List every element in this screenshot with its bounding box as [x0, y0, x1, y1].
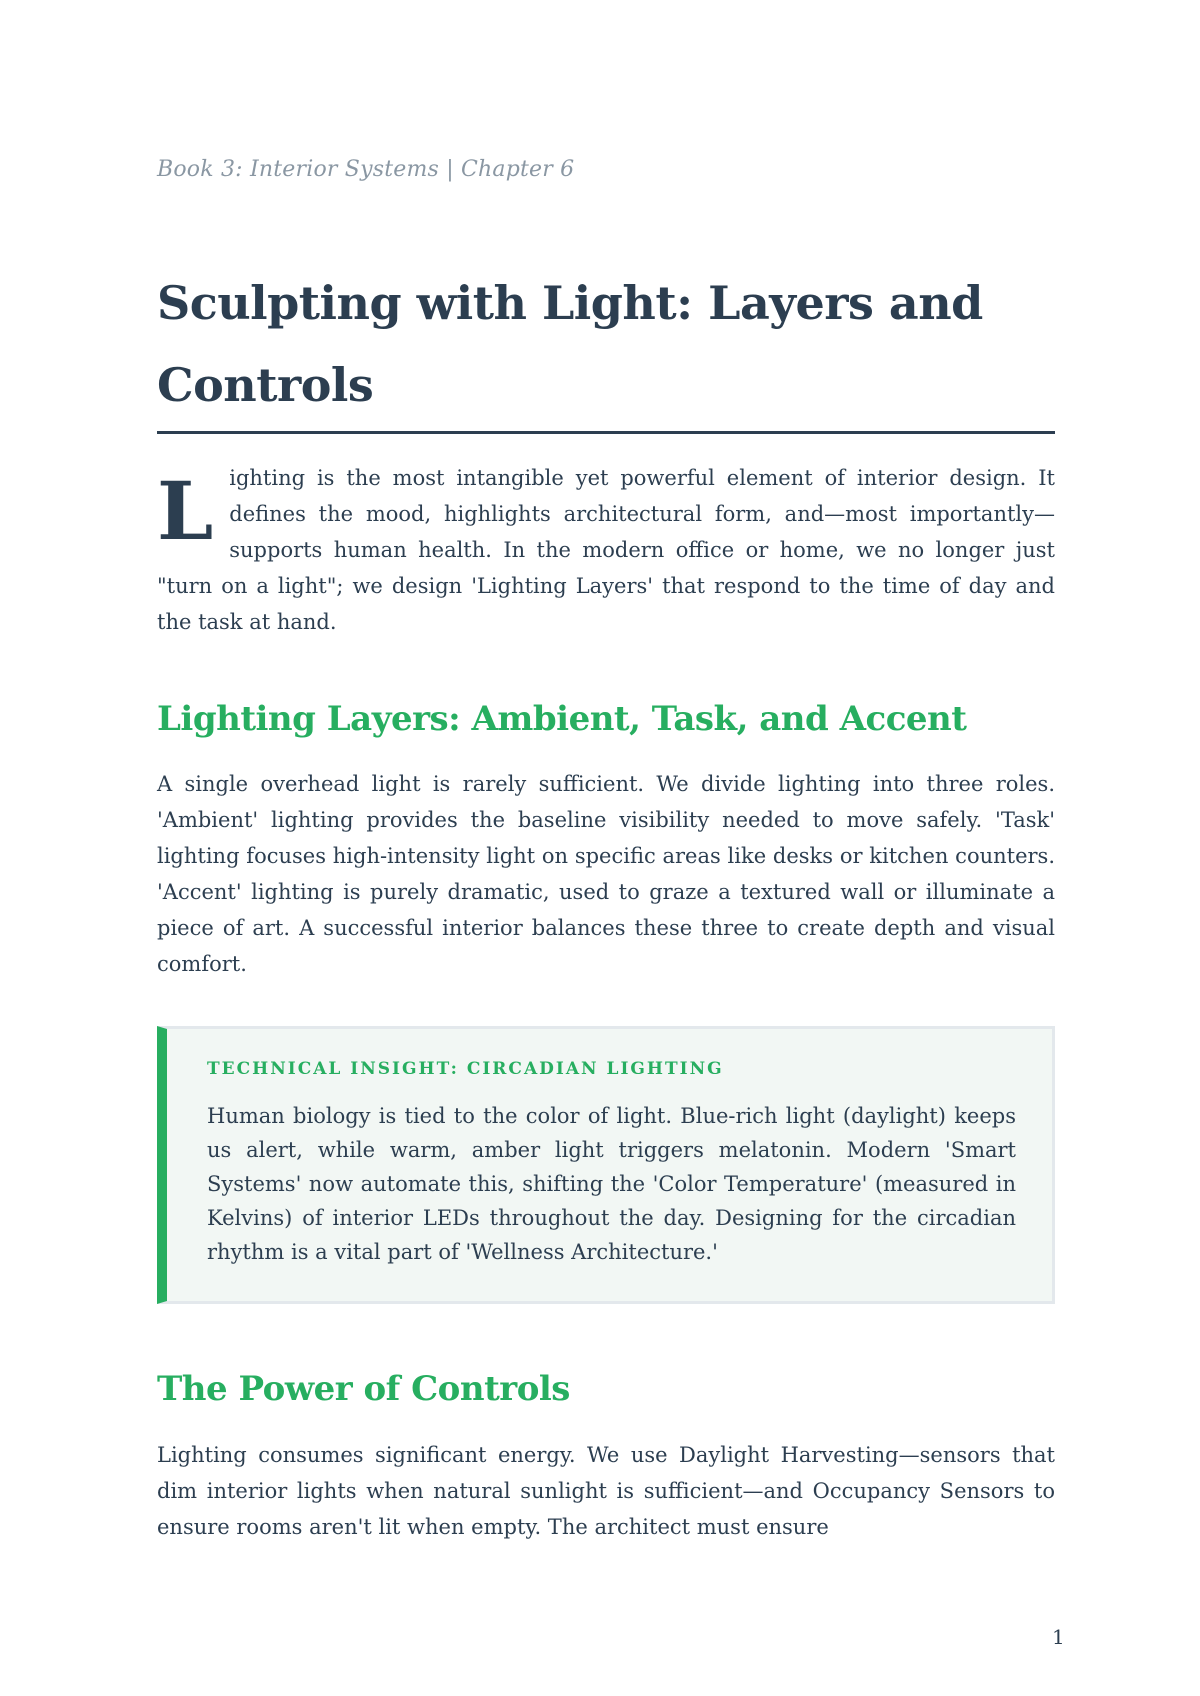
callout-text: Human biology is tied to the color of light. Blue-rich light (daylight) keeps us alert, while warm, amber light triggers melatonin. Modern 'Smart Systems' now automate this, shifting the 'Color Temperature' (measured in Kelvins) of interior LEDs throughout the day. Designing for the circadian rhythm is a vital part of 'Wellness Architecture.': [207, 1104, 1016, 1264]
title-divider: [157, 431, 1055, 434]
chapter-title: Sculpting with Light: Layers and Controls: [157, 276, 983, 412]
page-number: 1: [1052, 1625, 1065, 1649]
lighting-layers-paragraph: A single overhead light is rarely sufficient. We divide lighting into three roles. 'Ambient' lighting provides the baseline visibility needed to move safely. 'Task' lighting focuses high-intensity light on specific areas like desks or kitchen counters. 'Accent' lighting is purely dramatic, used to graze a textured wall or illuminate a piece of art. A successful interior balances these three to create depth and visual comfort.: [157, 772, 1055, 976]
intro-paragraph: [157, 460, 1055, 640]
section-heading-controls: The Power of Controls: [157, 1369, 570, 1409]
technical-insight-callout: [157, 1026, 1055, 1304]
intro-text: ighting is the most intangible yet powerful element of interior design. It defines the mood, highlights architectural form, and—most importantly—supports human health. In the modern office or home, we no longer just "turn on a light"; we design 'Lighting Layers' that respond to the time of day and the task at hand.: [157, 466, 1055, 634]
section-heading-lighting-layers: Lighting Layers: Ambient, Task, and Accent: [157, 699, 967, 739]
callout-label: TECHNICAL INSIGHT: CIRCADIAN LIGHTING: [207, 1059, 724, 1079]
drop-cap: L: [157, 464, 214, 558]
controls-paragraph: Lighting consumes significant energy. We use Daylight Harvesting—sensors that dim interior lights when natural sunlight is sufficient—and Occupancy Sensors to ensure rooms aren't lit when empty. The architect must ensure: [157, 1443, 1055, 1539]
running-header: Book 3: Interior Systems | Chapter 6: [157, 157, 575, 182]
